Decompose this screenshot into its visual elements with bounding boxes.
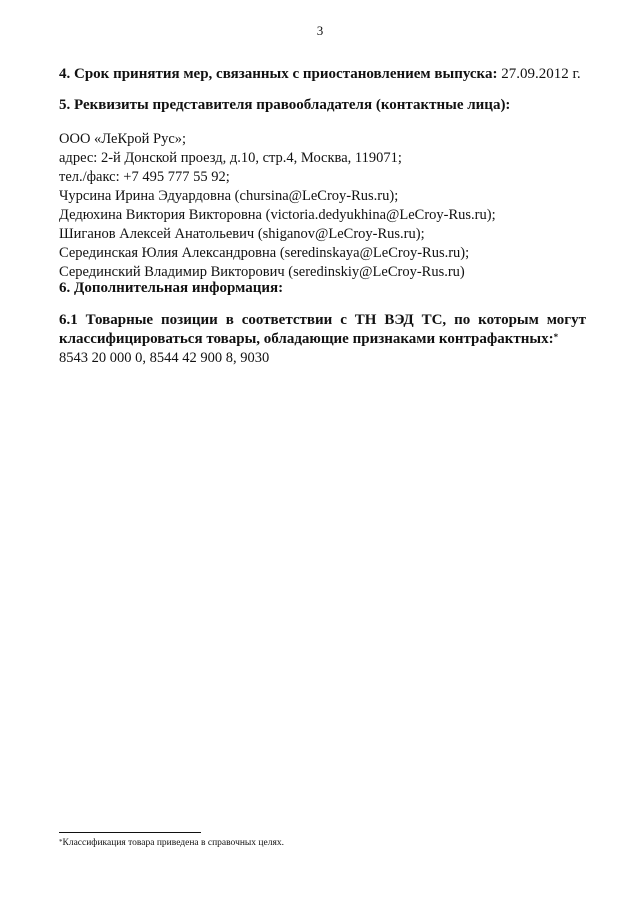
tariff-codes: 8543 20 000 0, 8544 42 900 8, 9030 (59, 350, 270, 366)
section-4-date: 27.09.2012 г. (501, 66, 581, 82)
section-6-heading: 6. Дополнительная информация: (59, 280, 284, 296)
footnote-mark: * (59, 838, 63, 846)
contact-line-phone: тел./факс: +7 495 777 55 92; (59, 169, 230, 185)
subsection-6-1-line-2-text: классифицироваться товары, обладающие признаками контрафактных: (59, 331, 554, 347)
subsection-6-1 (59, 311, 586, 368)
footnote-marker: * (553, 332, 559, 342)
footnote-divider (59, 832, 201, 833)
contact-line-person: Шиганов Алексей Анатольевич (shiganov@LeCroy-Rus.ru); (59, 226, 425, 242)
contact-list (59, 130, 496, 282)
contact-line-person: Серединский Владимир Викторович (seredinskiy@LeCroy-Rus.ru) (59, 264, 465, 280)
subsection-6-1-line-1: 6.1 Товарные позиции в соответствии с ТН ВЭД ТС, по которым могут (59, 312, 586, 328)
section-5-heading: 5. Реквизиты представителя правообладателя (контактные лица): (59, 97, 511, 113)
page-number: 3 (316, 23, 324, 38)
contact-line-company: ООО «ЛеКрой Рус»; (59, 131, 187, 147)
section-4-heading (59, 66, 581, 83)
footnote-text: Классификация товара приведена в справочных целях. (62, 838, 284, 848)
contact-line-person: Дедюхина Виктория Викторовна (victoria.dedyukhina@LeCroy-Rus.ru); (59, 207, 496, 223)
contact-line-address: адрес: 2-й Донской проезд, д.10, стр.4, Москва, 119071; (59, 150, 402, 166)
subsection-6-1-line-2 (59, 330, 586, 349)
contact-line-person: Чурсина Ирина Эдуардовна (chursina@LeCroy-Rus.ru); (59, 188, 399, 204)
section-4-title: 4. Срок принятия мер, связанных с приостановлением выпуска: (59, 66, 498, 82)
contact-line-person: Серединская Юлия Александровна (seredinskaya@LeCroy-Rus.ru); (59, 245, 470, 261)
footnote (59, 838, 284, 848)
